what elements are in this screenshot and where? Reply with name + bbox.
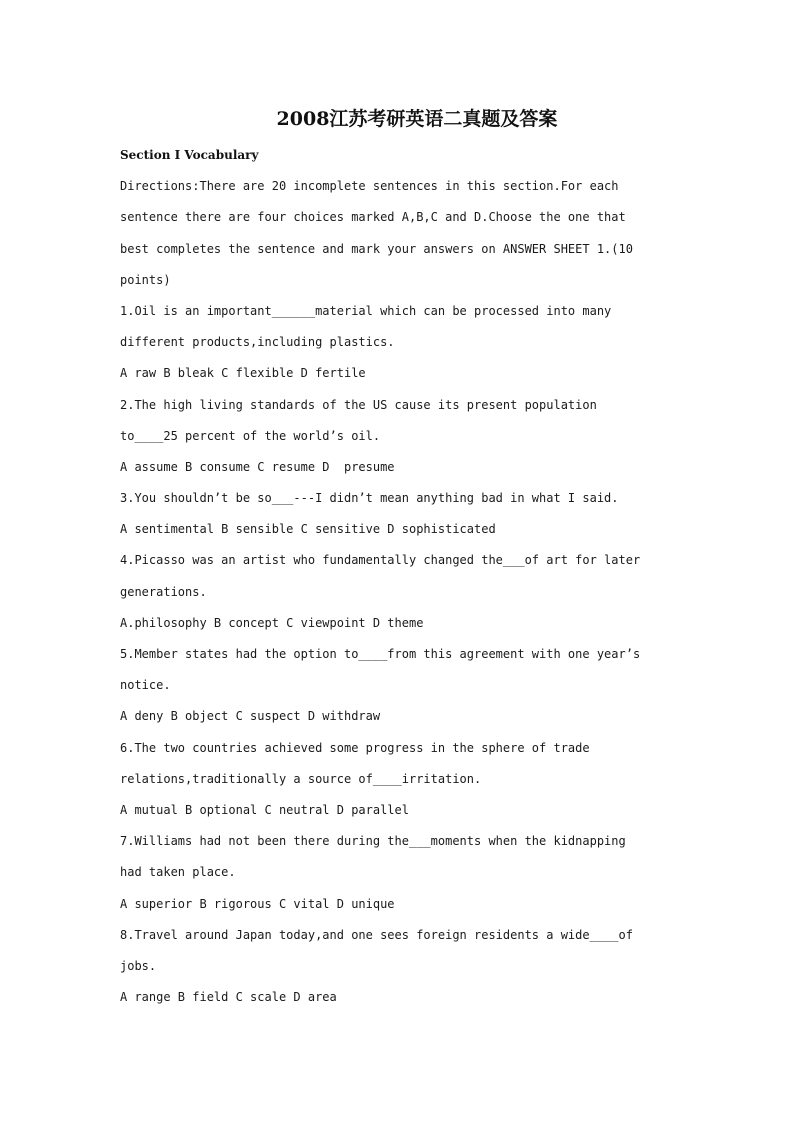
question-8-stem: 8.Travel around Japan today,and one sees foreign residents a wide____of: [120, 927, 633, 942]
question-6-options: A mutual B optional C neutral D parallel: [120, 802, 409, 817]
question-8-options: A range B field C scale D area: [120, 990, 337, 1005]
question-7-options: A superior B rigorous C vital D unique: [120, 896, 395, 911]
question-4-stem: generations.: [120, 584, 207, 599]
question-8-stem: jobs.: [120, 958, 157, 973]
question-2-stem: to____25 percent of the world’s oil.: [120, 428, 381, 443]
question-7-stem: had taken place.: [120, 865, 236, 880]
question-6-stem: 6.The two countries achieved some progress in the sphere of trade: [120, 740, 590, 755]
question-4-options: A.philosophy B concept C viewpoint D theme: [120, 615, 424, 630]
question-4-stem: 4.Picasso was an artist who fundamentally changed the___of art for later: [120, 553, 641, 568]
section-heading: Section I Vocabulary: [120, 148, 259, 162]
directions-line: best completes the sentence and mark your answers on ANSWER SHEET 1.(10: [120, 241, 633, 256]
question-2-options: A assume B consume C resume D presume: [120, 459, 395, 474]
question-6-stem: relations,traditionally a source of____irritation.: [120, 771, 482, 786]
question-5-stem: 5.Member states had the option to____from this agreement with one year’s: [120, 647, 641, 661]
directions-line: sentence there are four choices marked A,B,C and D.Choose the one that: [120, 210, 626, 225]
question-7-stem: 7.Williams had not been there during the___moments when the kidnapping: [120, 834, 626, 849]
question-3-options: A sentimental B sensible C sensitive D sophisticated: [120, 522, 496, 537]
question-5-options: A deny B object C suspect D withdraw: [120, 709, 381, 724]
question-3-stem: 3.You shouldn’t be so___---I didn’t mean anything bad in what I said.: [120, 491, 619, 506]
question-1-stem: 1.Oil is an important______material which can be processed into many: [120, 303, 612, 318]
question-1-options: A raw B bleak C flexible D fertile: [120, 366, 366, 381]
question-1-stem: different products,including plastics.: [120, 335, 395, 350]
question-2-stem: 2.The high living standards of the US cause its present population: [120, 397, 597, 412]
directions-line: points): [120, 272, 171, 287]
document-title: 2008江苏考研英语二真题及答案: [276, 108, 558, 130]
question-5-stem: notice.: [120, 678, 171, 693]
directions-line: Directions:There are 20 incomplete sentences in this section.For each: [120, 179, 619, 194]
document-body: [120, 140, 680, 1013]
